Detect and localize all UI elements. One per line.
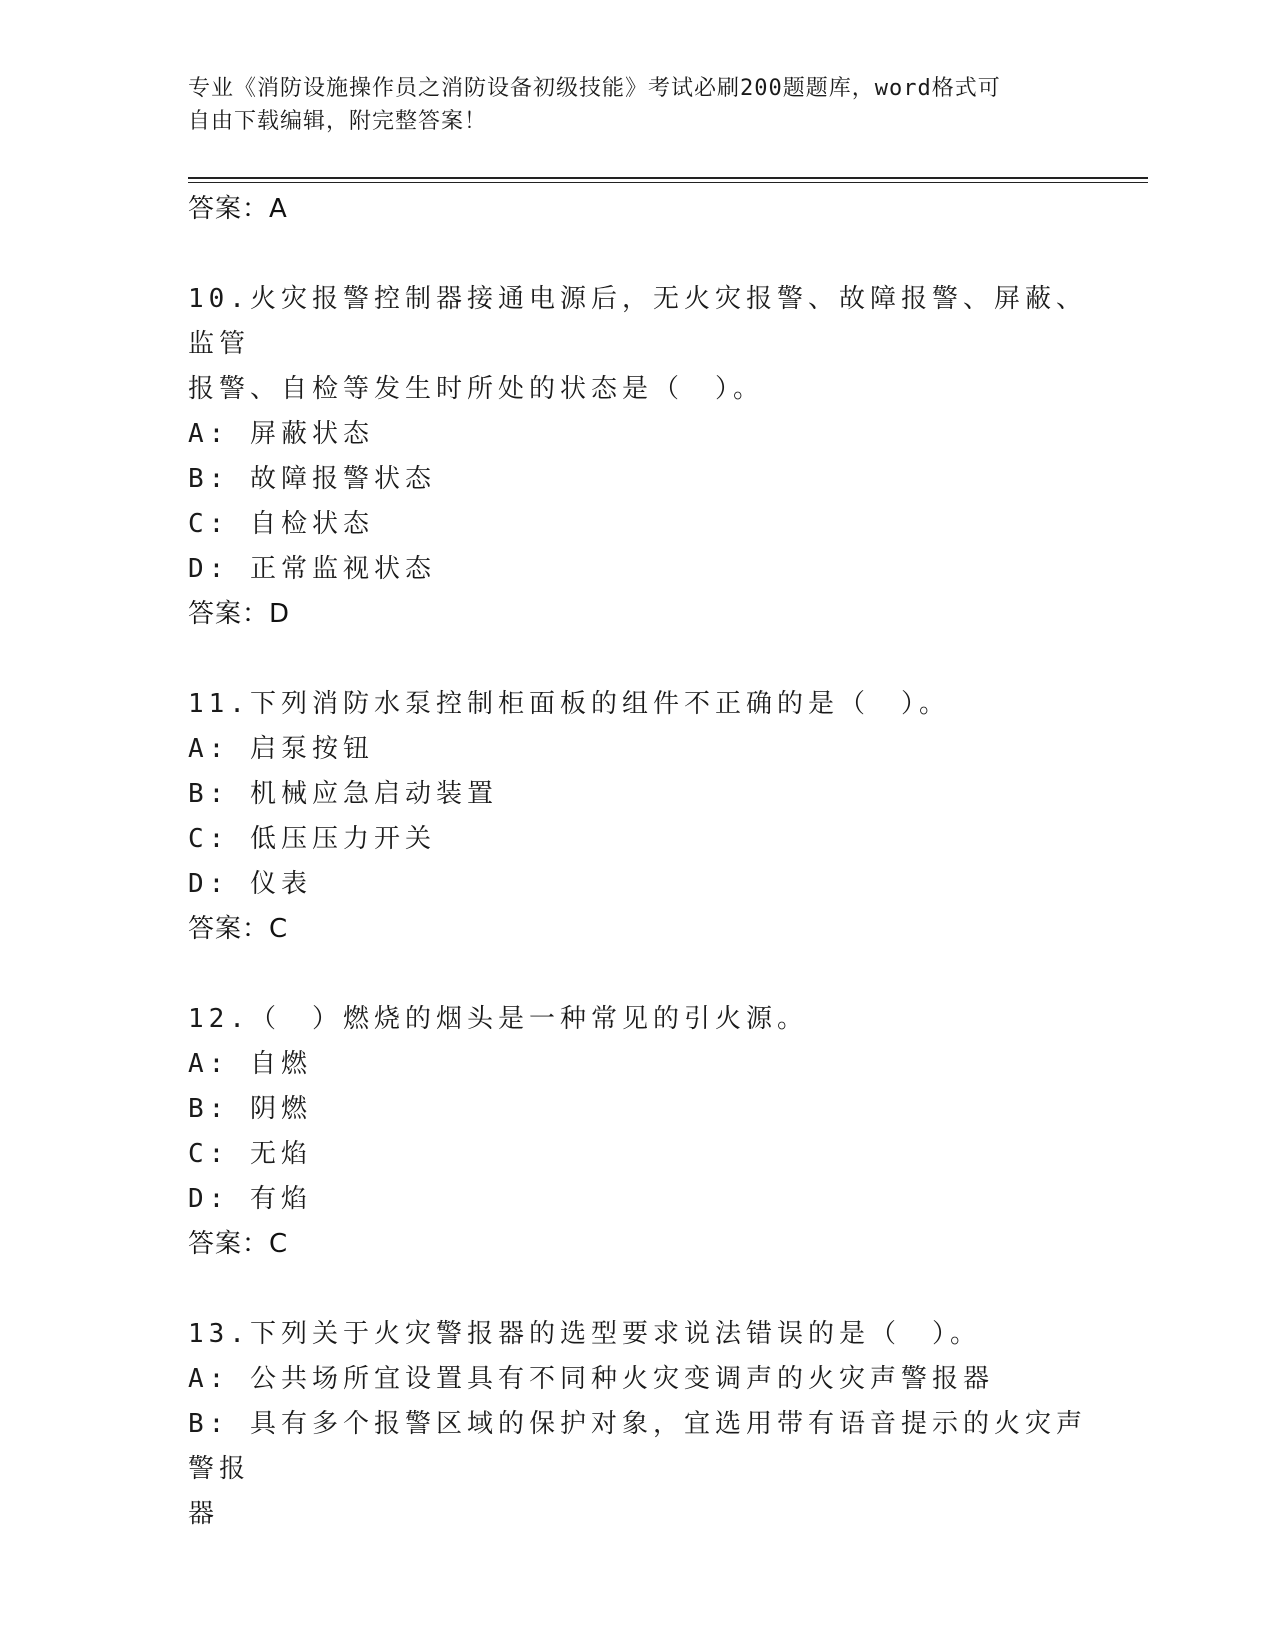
question-stem-continued: 报警、自检等发生时所处的状态是（ ）。 (188, 374, 765, 404)
option-a: A: 自燃 (188, 1049, 312, 1079)
question-stem: 12.（ ）燃烧的烟头是一种常见的引火源。 (188, 1004, 808, 1034)
answer: 答案：D (188, 599, 291, 629)
option-d: D: 有焰 (188, 1184, 312, 1214)
option-d: D: 仪表 (188, 869, 312, 899)
header-divider-thick (188, 177, 1148, 179)
option-a: A: 屏蔽状态 (188, 419, 374, 449)
question-11 (188, 682, 1088, 952)
option-c: C: 低压压力开关 (188, 824, 436, 854)
previous-answer: 答案：A (188, 194, 288, 224)
question-12 (188, 997, 1088, 1267)
answer: 答案：C (188, 1229, 289, 1259)
option-b: B: 具有多个报警区域的保护对象，宜选用带有语音提示的火灾声警报 (188, 1409, 1087, 1484)
document-body (188, 187, 1088, 1537)
option-b: B: 机械应急启动装置 (188, 779, 498, 809)
question-10 (188, 277, 1088, 637)
answer: 答案：C (188, 914, 289, 944)
header-divider-thin (188, 182, 1148, 183)
option-b: B: 故障报警状态 (188, 464, 436, 494)
option-b: B: 阴燃 (188, 1094, 312, 1124)
question-13 (188, 1312, 1088, 1537)
option-c: C: 无焰 (188, 1139, 312, 1169)
option-d: D: 正常监视状态 (188, 554, 436, 584)
document-header (188, 72, 1068, 138)
header-line-1: 专业《消防设施操作员之消防设备初级技能》考试必刷200题题库，word格式可 (188, 76, 1001, 101)
option-c: C: 自检状态 (188, 509, 374, 539)
question-stem: 10.火灾报警控制器接通电源后，无火灾报警、故障报警、屏蔽、监管 (188, 284, 1087, 359)
question-stem: 13.下列关于火灾警报器的选型要求说法错误的是（ ）。 (188, 1319, 981, 1349)
option-a: A: 启泵按钮 (188, 734, 374, 764)
question-stem: 11.下列消防水泵控制柜面板的组件不正确的是（ ）。 (188, 689, 950, 719)
header-line-2: 自由下载编辑，附完整答案！ (188, 109, 488, 134)
option-b-continued: 器 (188, 1499, 220, 1529)
option-a: A: 公共场所宜设置具有不同种火灾变调声的火灾声警报器 (188, 1364, 994, 1394)
